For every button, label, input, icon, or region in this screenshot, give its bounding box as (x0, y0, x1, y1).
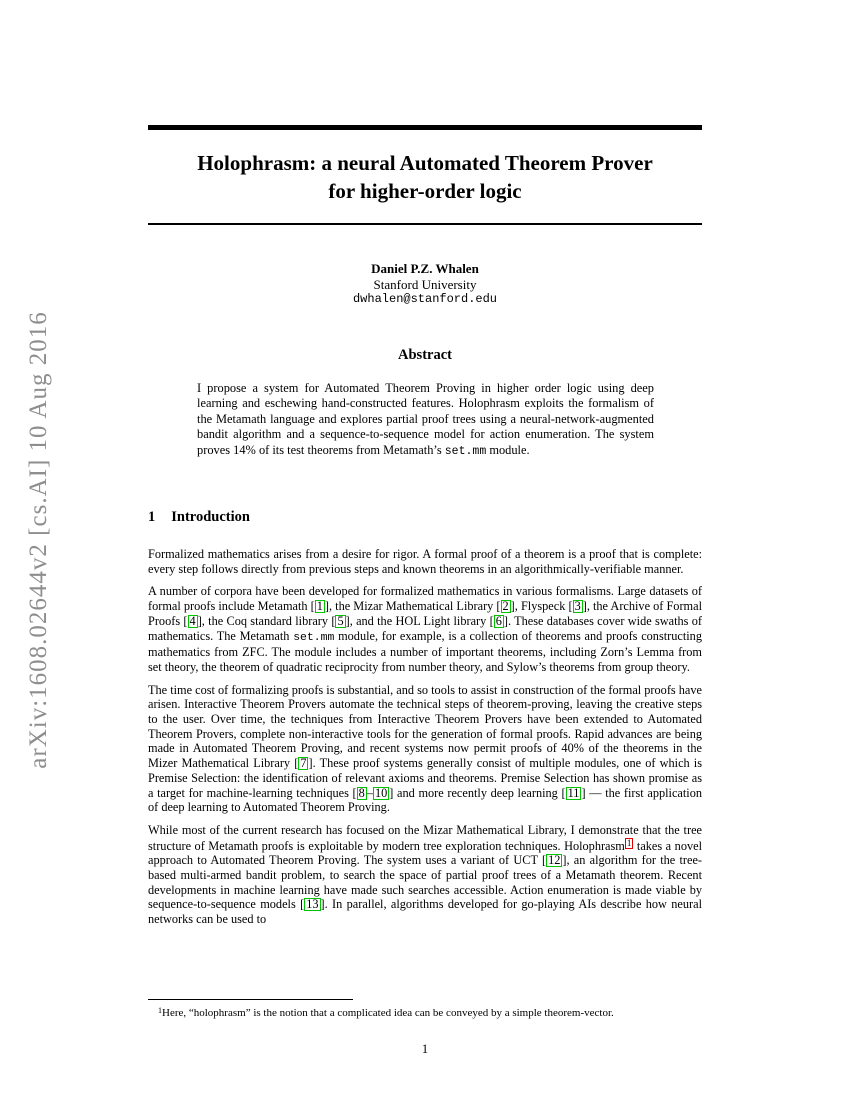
abstract-text: I propose a system for Automated Theorem Proving in higher order logic using deep learning and eschewing hand-constructed features. Holophrasm exploits the formalism of the Metamath language and explores partial proof trees using a neural-network-augmented bandit algorithm and a sequence-to-sequence model for action enumeration. The system proves 14% of its test theorems from Metamath’s set.mm module. (197, 381, 654, 458)
citation-link[interactable]: 8 (358, 785, 365, 800)
citation-link[interactable]: 1 (316, 599, 323, 614)
inline-code: set.mm (293, 630, 335, 644)
footnote-rule (148, 999, 353, 1000)
footnote-marker: 1 (158, 1006, 162, 1015)
citation-link[interactable]: 6 (495, 613, 502, 628)
citation-link[interactable]: 3 (574, 599, 581, 614)
page-number: 1 (421, 1042, 429, 1056)
section-heading (148, 509, 250, 526)
author-block (148, 261, 702, 307)
citation-link[interactable]: 2 (502, 599, 509, 614)
footnote-text: Here, “holophrasm” is the notion that a complicated idea can be conveyed by a simple theorem-vector. (162, 1007, 614, 1019)
section-number: 1 (148, 509, 156, 525)
title-top-rule (148, 125, 702, 130)
citation-link[interactable]: 12 (548, 853, 561, 868)
introduction-text (148, 547, 702, 935)
citation-link[interactable]: 10 (374, 785, 388, 800)
footnote-ref-link[interactable]: 1 (626, 837, 632, 848)
body-paragraph: Formalized mathematics arises from a desire for rigor. A formal proof of a theorem is a proof that is complete: every step follows directly from previous steps and known theorems in an algorithmically-verifiable manner. (148, 547, 702, 576)
paper-title (148, 149, 702, 205)
citation-link[interactable]: 11 (567, 785, 580, 800)
inline-code: set.mm (444, 444, 487, 458)
abstract-heading: Abstract (398, 347, 452, 363)
citation-link[interactable]: 5 (337, 613, 344, 628)
author-name: Daniel P.Z. Whalen (371, 261, 479, 276)
citation-link[interactable]: 4 (189, 613, 196, 628)
footnote (148, 1004, 702, 1020)
arxiv-banner: arXiv:1608.02644v2 [cs.AI] 10 Aug 2016 (25, 311, 52, 769)
title-line-2: for higher-order logic (328, 179, 522, 203)
title-bottom-rule (148, 223, 702, 225)
author-email: dwhalen@stanford.edu (352, 292, 498, 306)
body-paragraph: A number of corpora have been developed for formalized mathematics in various formalisms. Large datasets of formal proofs include Metamath [ 1 ], the Mizar Mathematical Library [ 2 ], Flyspeck [ 3 ], the Archive of Formal Proofs [ 4 ], the Coq standard library [ 5 ], and the HOL Light library [ 6 ]. These databases cover wide swaths of mathematics. The Metamath set.mm module, for example, is a collection of theorems and proofs constructing mathematics from ZFC. The module includes a number of important theorems, including Zorn’s Lemma from set theory, the theorem of quadratic reciprocity from number theory, and Sylow’s theorems from group theory. (148, 584, 702, 674)
author-affiliation: Stanford University (373, 277, 477, 292)
body-paragraph: The time cost of formalizing proofs is substantial, and so tools to assist in construction of the formal proofs have arisen. Interactive Theorem Provers automate the technical steps of theorem-proving, leaving the creative steps to the user. Over time, the techniques from Interactive Theorem Provers have been extended to Automated Theorem Provers, complete non-interactive tools for the generation of formal proofs. Rapid advances are being made in Automated Theorem Proving, and recent systems now permit proofs of 40% of the theorems in the Mizer Mathematical Library [ 7 ]. These proof systems generally consist of multiple modules, one of which is Premise Selection: the identification of relevant axioms and theorems. Premise Selection has shown promise as a target for machine-learning techniques [ 8 – 10 ] and more recently deep learning [ 11 ] — the first application of deep learning to Automated Theorem Proving. (148, 682, 702, 815)
citation-link[interactable]: 7 (300, 756, 307, 771)
citation-link[interactable]: 13 (306, 897, 319, 912)
body-paragraph: While most of the current research has focused on the Mizar Mathematical Library, I demonstrate that the tree structure of Metamath proofs is exploitable by modern tree exploration techniques. Holophrasm 1 takes a novel approach to Automated Theorem Proving. The system uses a variant of UCT [ 12 ], an algorithm for the tree-based multi-armed bandit problem, to search the space of partial proof trees of a Metamath theorem. Recent developments in machine learning have made such searches accessible. Action enumeration is made viable by sequence-to-sequence models [ 13 ]. In parallel, algorithms developed for go-playing AIs describe how neural networks can be used to (148, 822, 702, 927)
title-line-1: Holophrasm: a neural Automated Theorem Prover (197, 151, 653, 175)
section-title: Introduction (171, 509, 250, 525)
